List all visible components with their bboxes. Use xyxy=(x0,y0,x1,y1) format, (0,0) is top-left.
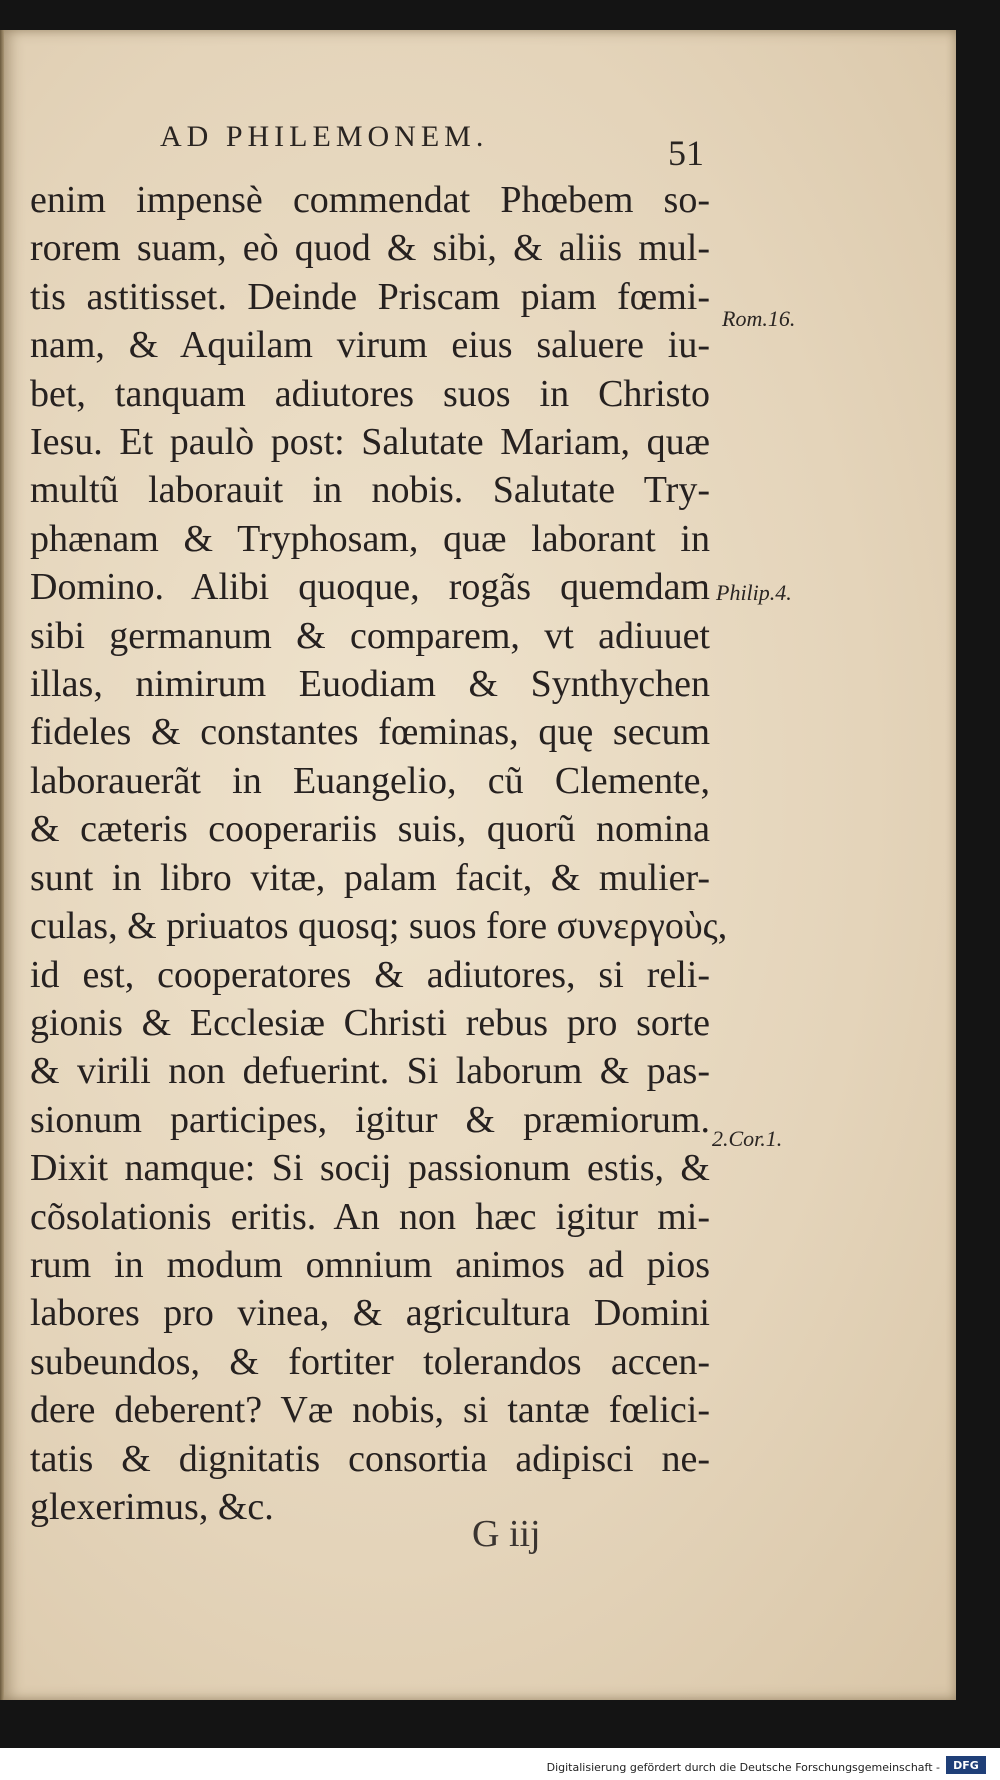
text-line: fideles & constantes fœminas, quę secum xyxy=(30,711,710,754)
text-line: subeundos, & fortiter tolerandos accen- xyxy=(30,1340,710,1383)
text-line: phænam & Tryphosam, quæ laborant in xyxy=(30,517,710,560)
body-text xyxy=(30,176,728,1531)
text-line: nam, & Aquilam virum eius saluere iu- xyxy=(30,324,710,367)
dfg-logo: DFG xyxy=(946,1756,986,1774)
text-line: rorem suam, eò quod & sibi, & aliis mul- xyxy=(30,227,710,270)
margin-note-rom: Rom.16. xyxy=(722,306,796,331)
text-line: sionum participes, igitur & præmiorum. xyxy=(30,1098,710,1141)
text-line: tis astitisset. Deinde Priscam piam fœmi- xyxy=(30,275,710,318)
text-line: rum in modum omnium animos ad pios xyxy=(30,1243,710,1286)
text-line: sunt in libro vitæ, palam facit, & mulier- xyxy=(30,856,710,899)
text-line: glexerimus, &c. xyxy=(30,1485,274,1528)
text-line: sibi germanum & comparem, vt adiuuet xyxy=(30,614,710,657)
text-line: dere deberent? Væ nobis, si tantæ fœlici- xyxy=(30,1389,710,1432)
text-line: & virili non defuerint. Si laborum & pas- xyxy=(30,1050,710,1093)
margin-note-philip: Philip.4. xyxy=(716,580,792,605)
text-line: cõsolationis eritis. An non hæc igitur mi- xyxy=(30,1195,710,1238)
text-line: labores pro vinea, & agricultura Domini xyxy=(30,1292,710,1335)
text-line: enim impensè commendat Phœbem so- xyxy=(30,179,710,221)
text-line: Domino. Alibi quoque, rogãs quemdam xyxy=(30,566,710,609)
text-line: Iesu. Et paulò post: Salutate Mariam, quæ xyxy=(30,421,710,464)
text-line: gionis & Ecclesiæ Christi rebus pro sorte xyxy=(30,1001,710,1044)
text-line: Dixit namque: Si socij passionum estis, & xyxy=(30,1147,710,1190)
page-number: 51 xyxy=(668,133,704,173)
funding-credit: Digitalisierung gefördert durch die Deutsche Forschungsgemeinschaft - xyxy=(546,1761,940,1774)
margin-note-cor: 2.Cor.1. xyxy=(712,1126,783,1151)
text-line: id est, cooperatores & adiutores, si reli- xyxy=(30,953,710,996)
text-line: & cæteris cooperariis suis, quorũ nomina xyxy=(30,808,710,851)
text-line: illas, nimirum Euodiam & Synthychen xyxy=(30,663,710,706)
signature-mark: G iij xyxy=(472,1513,541,1555)
text-line: tatis & dignitatis consortia adipisci ne- xyxy=(30,1437,710,1480)
running-title: AD PHILEMONEM. xyxy=(160,120,489,153)
text-line: laborauerãt in Euangelio, cũ Clemente, xyxy=(30,759,710,802)
text-line: multũ laborauit in nobis. Salutate Try- xyxy=(30,469,710,512)
text-line: culas, & priuatos quosq; suos fore συνεργοὺς, xyxy=(30,905,728,948)
footer-bar xyxy=(0,1748,1000,1780)
text-line: bet, tanquam adiutores suos in Christo xyxy=(30,372,710,415)
